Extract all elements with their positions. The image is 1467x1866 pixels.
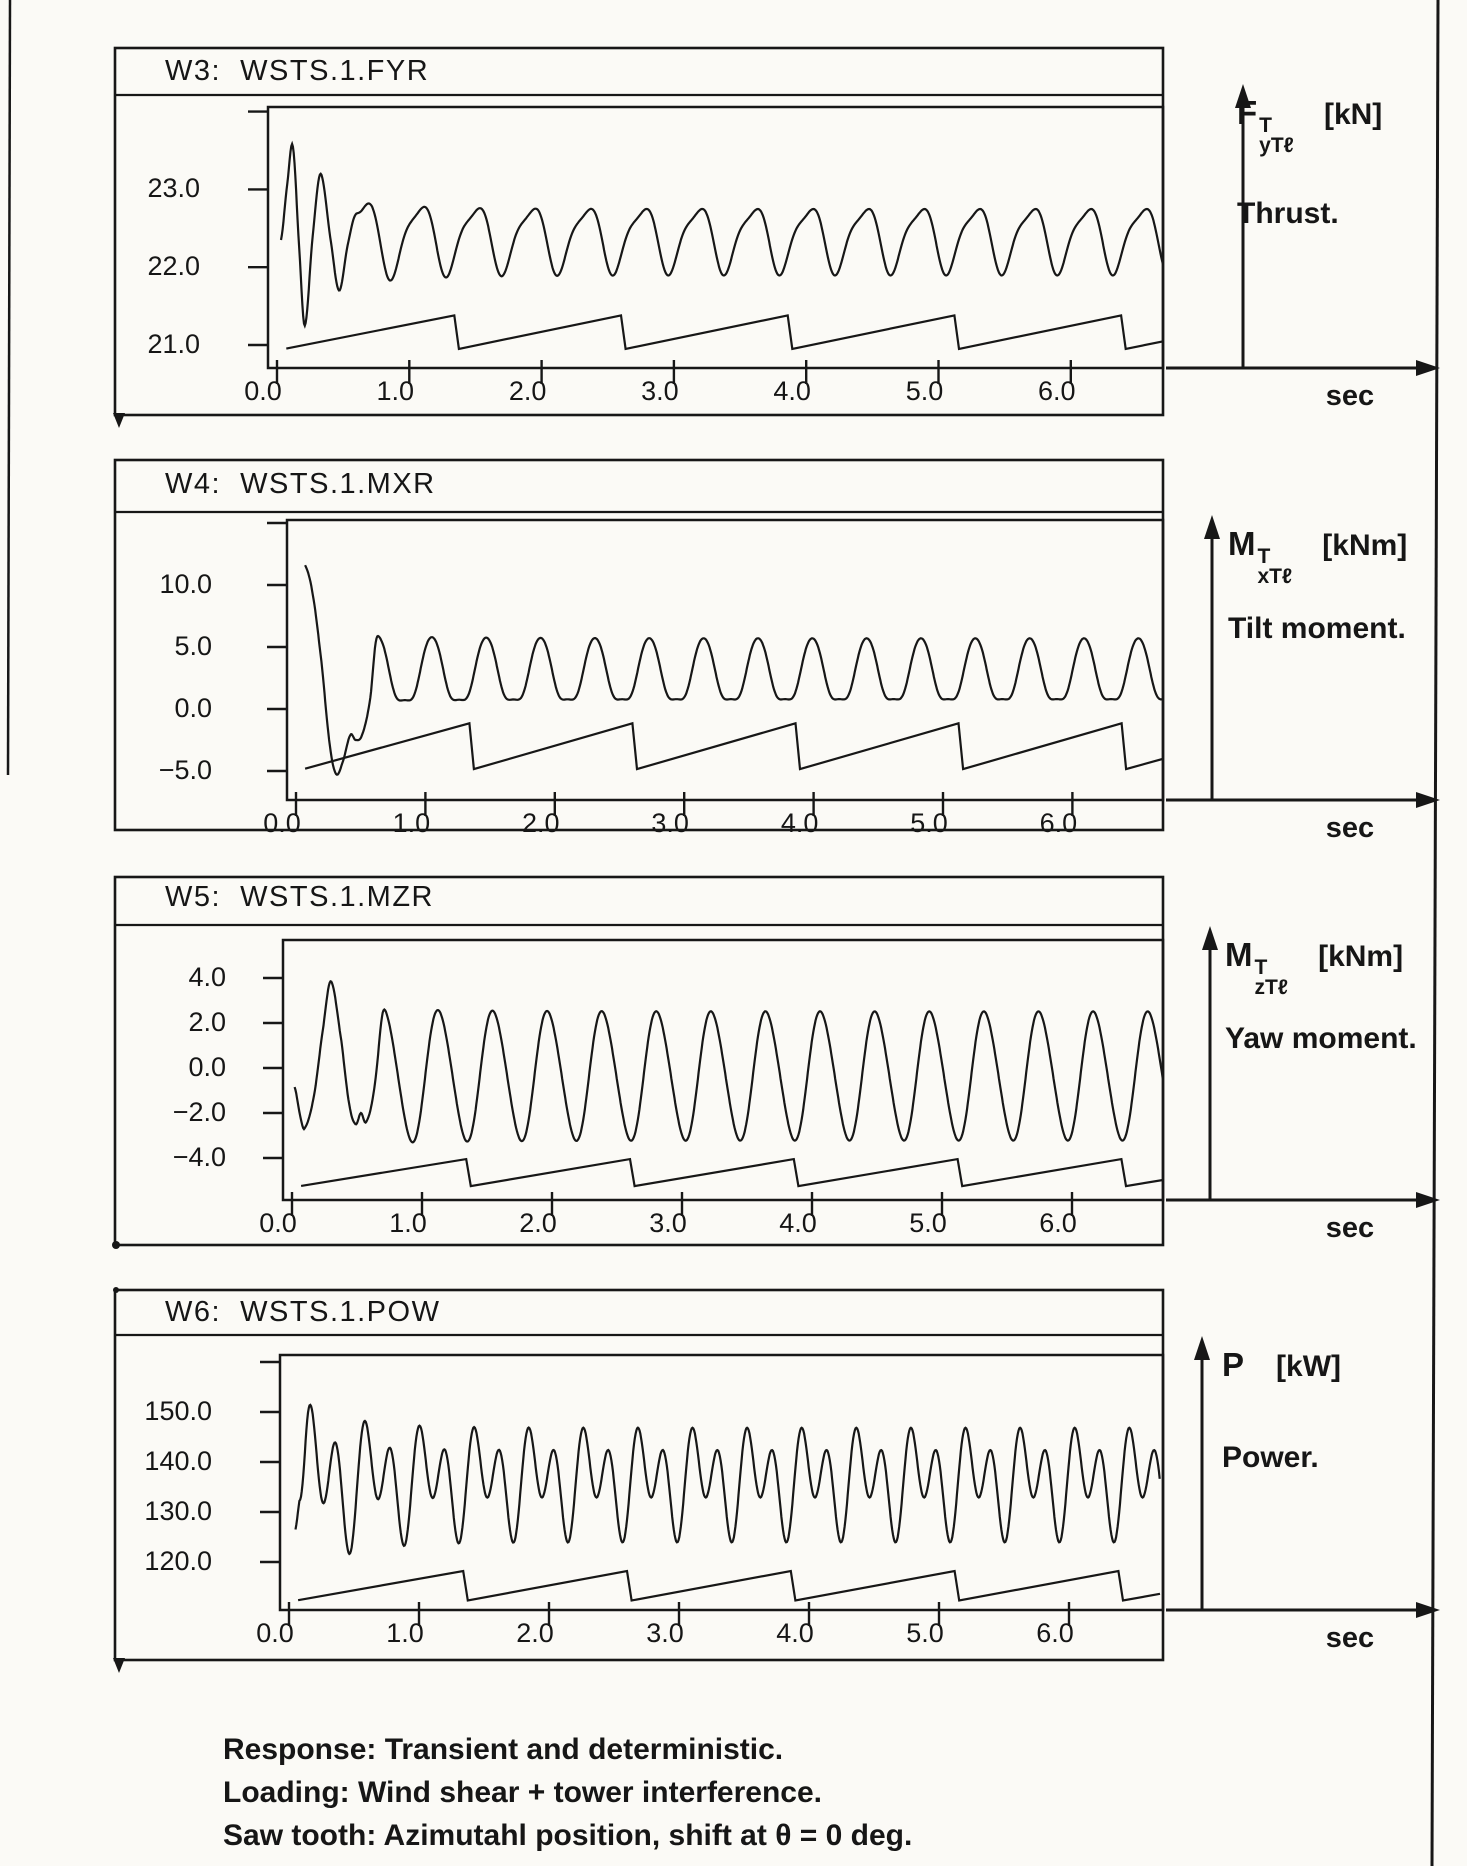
x-tick-label: 0.0 <box>259 1208 297 1238</box>
quantity-symbol: M <box>1228 525 1256 562</box>
sawtooth-trace-w3 <box>286 315 1163 349</box>
quantity-unit: [kW] <box>1276 1350 1341 1383</box>
quantity-symbol: M <box>1225 936 1253 973</box>
x-axis-unit: sec <box>1325 1212 1375 1244</box>
y-tick-label: 140.0 <box>144 1446 212 1476</box>
quantity-subscript: zTℓ <box>1254 976 1289 999</box>
plot-window-frame-w4 <box>115 460 1163 830</box>
y-axis-arrowhead <box>1204 515 1220 539</box>
y-tick-label: −4.0 <box>172 1142 226 1172</box>
x-tick-label: 4.0 <box>776 1618 814 1648</box>
quantity-symbol: P <box>1222 1346 1245 1383</box>
x-tick-label: 2.0 <box>522 808 560 838</box>
x-tick-label: 0.0 <box>244 376 282 406</box>
y-tick-label: 23.0 <box>147 173 200 204</box>
pen-mark-dot <box>112 1241 120 1249</box>
x-tick-label: 2.0 <box>519 1208 557 1238</box>
x-axis-arrowhead <box>1416 1192 1440 1208</box>
caption-line: Loading: Wind shear + tower interference. <box>223 1776 823 1809</box>
axis-description: Yaw moment. <box>1225 1022 1417 1055</box>
y-tick-label: 0.0 <box>174 693 212 723</box>
quantity-subscript: yTℓ <box>1259 134 1294 157</box>
y-tick-label: 22.0 <box>147 251 200 282</box>
sawtooth-trace-w5 <box>301 1159 1163 1186</box>
x-tick-label: 6.0 <box>1038 376 1076 406</box>
axis-description: Thrust. <box>1237 197 1339 230</box>
x-tick-label: 2.0 <box>516 1618 554 1648</box>
x-axis-arrowhead <box>1416 1602 1440 1618</box>
y-tick-label: −5.0 <box>158 755 212 785</box>
x-tick-label: 1.0 <box>392 808 431 838</box>
x-tick-label: 3.0 <box>641 376 679 406</box>
x-tick-label: 5.0 <box>909 1208 947 1238</box>
pen-mark-arrow <box>113 1658 125 1673</box>
x-tick-label: 4.0 <box>773 376 811 406</box>
y-tick-label: 5.0 <box>174 631 212 661</box>
x-tick-label: 4.0 <box>779 1208 817 1238</box>
axis-quantity-label <box>1225 936 1403 998</box>
page-border-right <box>1432 0 1438 1866</box>
x-tick-label: 4.0 <box>780 808 819 838</box>
x-tick-label: 2.0 <box>508 376 547 406</box>
window-title: W5: WSTS.1.MZR <box>165 881 434 913</box>
x-axis-unit: sec <box>1325 812 1375 844</box>
y-tick-label: 130.0 <box>144 1496 212 1526</box>
x-axis-unit: sec <box>1325 1622 1375 1654</box>
plot-frame <box>268 107 1163 368</box>
signal-trace-w6 <box>296 1405 1160 1554</box>
quantity-unit: [kN] <box>1323 98 1383 131</box>
x-axis-unit: sec <box>1325 380 1375 412</box>
pen-mark-arrow <box>113 413 125 428</box>
y-tick-label: 0.0 <box>188 1052 226 1082</box>
x-tick-label: 1.0 <box>376 376 415 406</box>
x-tick-label: 6.0 <box>1039 1208 1077 1238</box>
axis-quantity-label <box>1228 525 1407 587</box>
x-tick-label: 1.0 <box>389 1208 427 1238</box>
plot-frame <box>283 940 1163 1200</box>
plot-window-frame-w5 <box>115 877 1163 1245</box>
axis-quantity-label <box>1237 94 1382 156</box>
x-tick-label: 3.0 <box>651 808 689 838</box>
y-axis-arrowhead <box>1202 926 1218 950</box>
x-tick-label: 0.0 <box>256 1618 294 1648</box>
axis-description: Power. <box>1222 1441 1319 1474</box>
y-tick-label: −2.0 <box>172 1097 226 1127</box>
y-tick-label: 21.0 <box>147 329 200 359</box>
page-border-left <box>8 0 10 775</box>
quantity-sup-sub <box>1259 116 1294 156</box>
quantity-superscript: T <box>1259 114 1272 137</box>
quantity-sup-sub <box>1258 547 1293 587</box>
y-axis-arrowhead <box>1194 1336 1210 1360</box>
signal-trace-w3 <box>281 144 1163 326</box>
plot-window-frame-w3 <box>115 48 1163 415</box>
window-title: W3: WSTS.1.FYR <box>165 55 430 87</box>
plot-window-frame-w6 <box>115 1290 1163 1660</box>
caption-line: Response: Transient and deterministic. <box>223 1733 784 1766</box>
x-tick-label: 0.0 <box>263 808 301 838</box>
quantity-unit: [kNm] <box>1318 940 1404 973</box>
quantity-subscript: xTℓ <box>1257 565 1293 588</box>
axis-quantity-label <box>1222 1346 1341 1384</box>
x-tick-label: 5.0 <box>910 808 948 838</box>
x-tick-label: 3.0 <box>646 1618 684 1648</box>
axis-description: Tilt moment. <box>1228 612 1406 645</box>
x-tick-label: 6.0 <box>1036 1618 1074 1648</box>
y-tick-label: 10.0 <box>159 569 212 599</box>
plot-frame <box>287 520 1163 800</box>
y-tick-label: 150.0 <box>144 1396 212 1426</box>
y-tick-label: 2.0 <box>188 1007 226 1037</box>
signal-trace-w4 <box>305 565 1162 775</box>
caption-line: Saw tooth: Azimutahl position, shift at θ = 0 deg. <box>223 1819 913 1852</box>
x-tick-label: 5.0 <box>905 376 944 406</box>
quantity-symbol: F <box>1237 94 1258 131</box>
figure-caption <box>223 1728 912 1857</box>
x-tick-label: 5.0 <box>906 1618 944 1648</box>
quantity-sup-sub <box>1255 958 1289 998</box>
x-tick-label: 1.0 <box>386 1618 424 1648</box>
sawtooth-trace-w4 <box>305 723 1163 769</box>
quantity-superscript: T <box>1257 545 1271 568</box>
sawtooth-trace-w6 <box>298 1571 1160 1601</box>
y-tick-label: 4.0 <box>188 962 226 992</box>
quantity-superscript: T <box>1254 956 1268 979</box>
quantity-unit: [kNm] <box>1322 529 1408 562</box>
x-tick-label: 3.0 <box>649 1208 687 1238</box>
pen-mark-dot <box>113 1287 119 1293</box>
window-title: W6: WSTS.1.POW <box>165 1296 441 1328</box>
window-title: W4: WSTS.1.MXR <box>165 468 436 500</box>
x-tick-label: 6.0 <box>1039 808 1078 838</box>
y-tick-label: 120.0 <box>144 1546 212 1576</box>
signal-trace-w5 <box>295 981 1163 1142</box>
